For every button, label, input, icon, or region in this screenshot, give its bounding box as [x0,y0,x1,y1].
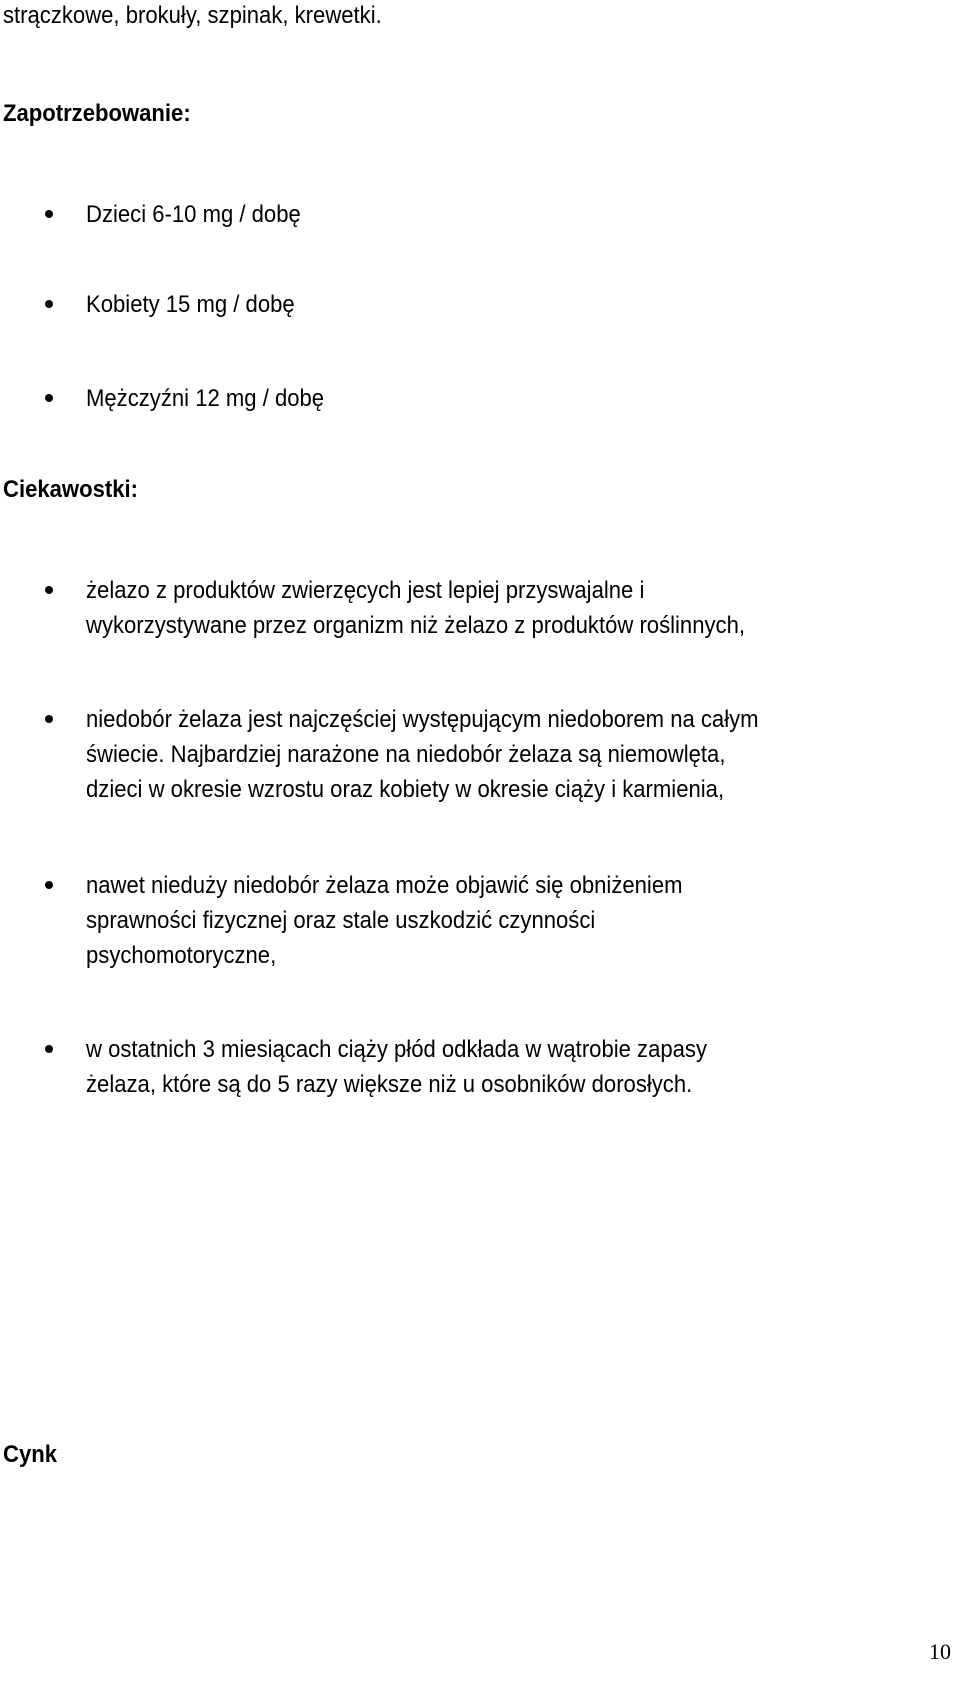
fact-text-line: żelazo z produktów zwierzęcych jest lepiej przyswajalne i [86,577,645,604]
requirement-item-text: Kobiety 15 mg / dobę [86,291,295,318]
fact-item-text [86,1032,707,1102]
facts-heading: Ciekawostki: [3,476,138,503]
bullet-icon [45,715,53,723]
bullet-icon [45,300,53,308]
requirement-heading: Zapotrzebowanie: [3,100,191,127]
fact-item-text [86,868,683,973]
fact-item-text [86,573,745,643]
requirement-item-text: Dzieci 6-10 mg / dobę [86,201,301,228]
bullet-icon [45,881,53,889]
fact-text-line: psychomotoryczne, [86,942,277,969]
zinc-section-heading: Cynk [3,1441,57,1468]
fact-text-line: wykorzystywane przez organizm niż żelazo z produktów roślinnych, [86,612,745,639]
bullet-icon [45,1045,53,1053]
bullet-icon [45,586,53,594]
fact-text-line: dzieci w okresie wzrostu oraz kobiety w okresie ciąży i karmienia, [86,776,725,803]
fact-text-line: w ostatnich 3 miesiącach ciąży płód odkłada w wątrobie zapasy [86,1036,708,1063]
bullet-icon [45,394,53,402]
fact-text-line: nawet nieduży niedobór żelaza może objawić się obniżeniem [86,872,683,899]
fact-text-line: żelaza, które są do 5 razy większe niż u osobników dorosłych. [86,1071,693,1098]
fact-item-text [86,702,759,807]
intro-text-line: strączkowe, brokuły, szpinak, krewetki. [3,2,382,29]
fact-text-line: sprawności fizycznej oraz stale uszkodzić czynności [86,907,596,934]
bullet-icon [45,210,53,218]
fact-text-line: świecie. Najbardziej narażone na niedobór żelaza są niemowlęta, [86,741,726,768]
requirement-item-text: Mężczyźni 12 mg / dobę [86,385,325,412]
fact-text-line: niedobór żelaza jest najczęściej występującym niedoborem na całym [86,706,759,733]
page-number: 10 [929,1639,951,1664]
